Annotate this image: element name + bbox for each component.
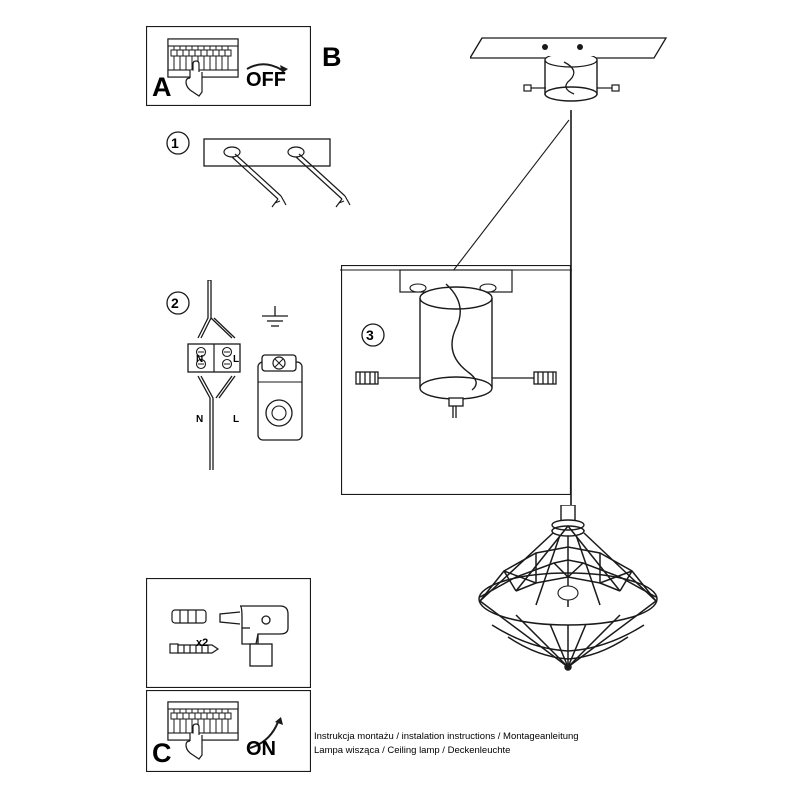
step-a-letter: A <box>152 72 172 102</box>
footer-line-2: Lampa wisząca / Ceiling lamp / Deckenleuchte <box>314 745 511 756</box>
screw-part-icon <box>170 644 218 653</box>
wire-label-l-bottom: L <box>233 414 240 425</box>
parts-quantity-label: x2 <box>196 637 209 649</box>
wires-top <box>198 280 235 338</box>
side-screw-right <box>597 85 619 91</box>
bottom-nut-icon <box>449 398 463 418</box>
terminal-label-n-top: N <box>196 354 204 365</box>
wire-label-n-bottom: N <box>196 414 204 425</box>
step-c-letter: C <box>152 738 172 768</box>
connector-module-icon <box>258 355 302 440</box>
terminal-label-l-top: L <box>233 354 240 365</box>
lamp-shade-illustration <box>458 505 678 680</box>
step-2-number: 2 <box>171 295 179 311</box>
ceiling-canopy-illustration <box>520 56 630 116</box>
earth-and-connector-illustration <box>250 300 330 450</box>
wires-bottom <box>198 376 235 470</box>
step-1-illustration <box>200 135 360 235</box>
earth-symbol-icon <box>262 306 288 326</box>
ceiling-bracket-icon <box>204 139 330 166</box>
parts-panel-illustration <box>146 578 311 688</box>
step-a-off-label: OFF <box>246 69 286 91</box>
wall-plug-icon <box>172 610 206 623</box>
canopy-body-icon <box>420 284 492 399</box>
screw-right-icon <box>492 372 556 384</box>
step-3-number: 3 <box>366 327 374 343</box>
fuse-box-icon <box>168 702 238 740</box>
bulb-icon <box>558 586 578 600</box>
footer-line-1: Instrukcja montażu / instalation instructions / Montageanleitung <box>314 731 579 742</box>
side-screw-left <box>524 85 546 91</box>
fuse-box-icon <box>168 39 238 77</box>
screw-left-icon <box>356 372 420 384</box>
step-b-letter: B <box>322 42 342 72</box>
step-c-on-label: ON <box>246 738 276 760</box>
step-3-canopy-illustration <box>340 262 572 452</box>
step-1-number: 1 <box>171 135 179 151</box>
